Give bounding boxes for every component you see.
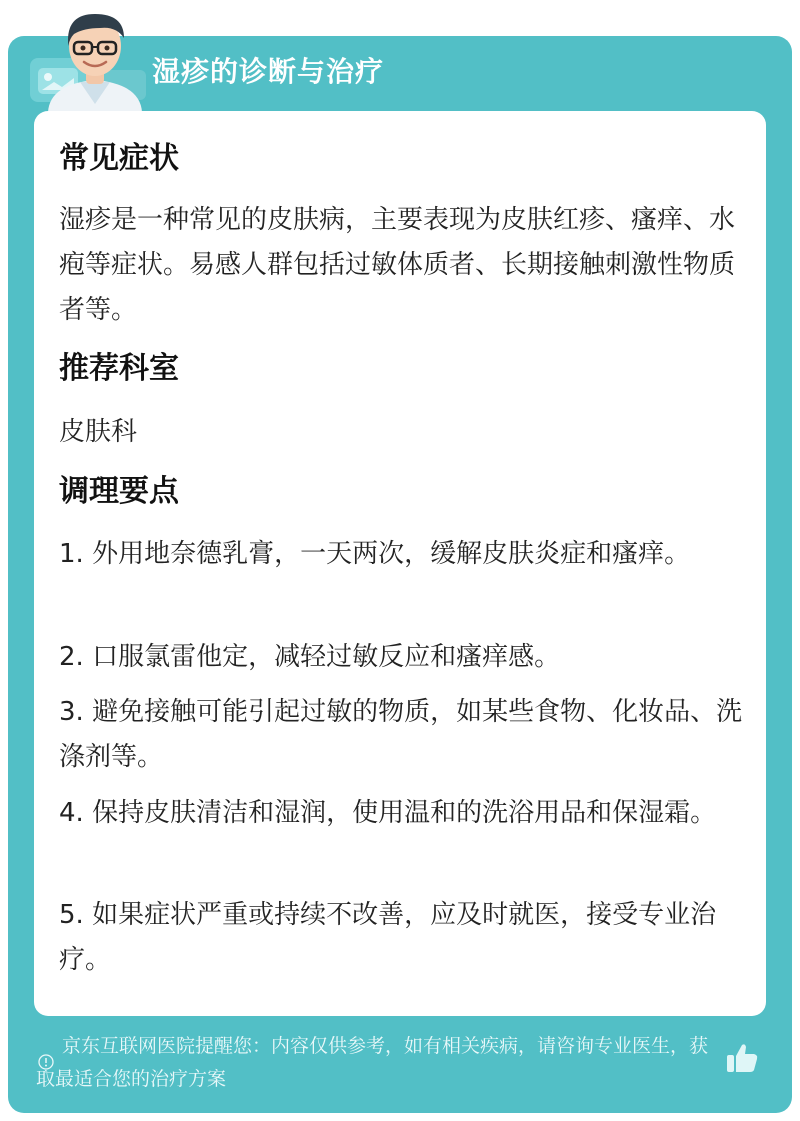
care-item-5: 5. 如果症状严重或持续不改善，应及时就医，接受专业治疗。 xyxy=(59,900,717,975)
care-item-3: 3. 避免接触可能引起过敏的物质，如某些食物、化妆品、洗涤剂等。 xyxy=(59,697,743,772)
doctor-avatar-icon xyxy=(40,6,150,112)
care-item-1: 1. 外用地奈德乳膏，一天两次，缓解皮肤炎症和瘙痒。 xyxy=(59,539,691,569)
care-item-2: 2. 口服氯雷他定，减轻过敏反应和瘙痒感。 xyxy=(59,642,561,672)
section-title-symptoms: 常见症状 xyxy=(59,141,179,176)
symptoms-text: 湿疹是一种常见的皮肤病，主要表现为皮肤红疹、瘙痒、水疱等症状。易感人群包括过敏体质者、长期接触刺激性物质者等。 xyxy=(59,205,736,325)
department-text: 皮肤科 xyxy=(59,417,138,447)
section-title-care: 调理要点 xyxy=(59,474,179,509)
page-title: 湿疹的诊断与治疗 xyxy=(152,55,385,88)
care-item-4: 4. 保持皮肤清洁和湿润，使用温和的洗浴用品和保湿霜。 xyxy=(59,798,717,828)
content-card xyxy=(34,111,766,1016)
disclaimer-text: 京东互联网医院提醒您：内容仅供参考，如有相关疾病，请咨询专业医生，获取最适合您的治疗方案 xyxy=(36,1035,709,1090)
thumbs-up-icon[interactable] xyxy=(724,1040,760,1076)
section-title-department: 推荐科室 xyxy=(59,351,179,386)
